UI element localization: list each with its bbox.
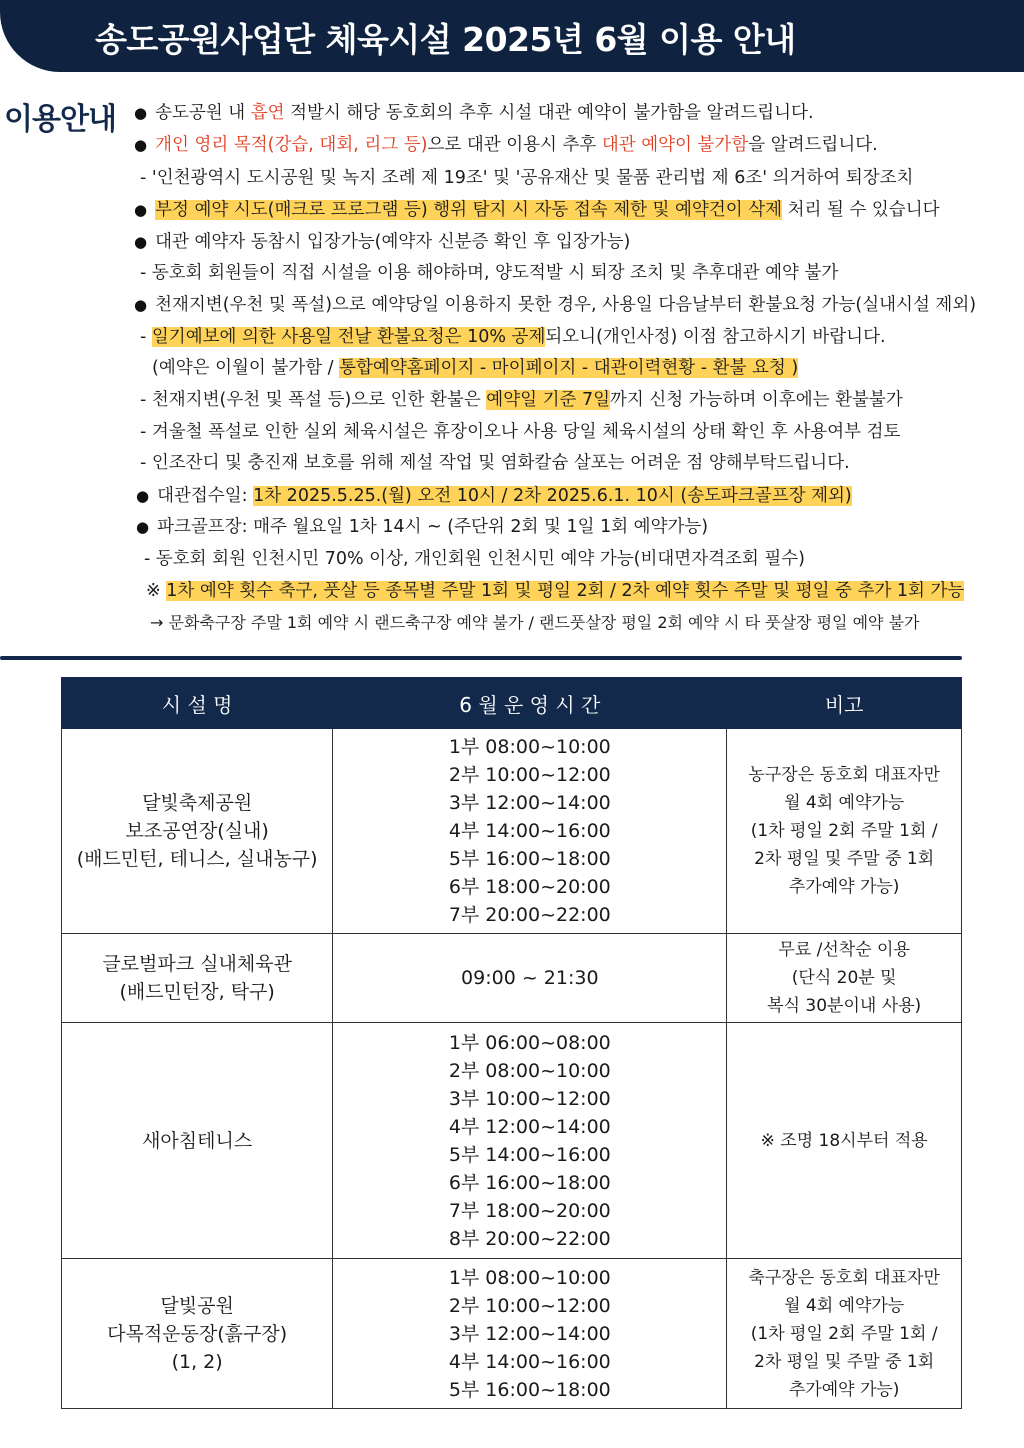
remark-cell: ※ 조명 18시부터 적용	[727, 1023, 962, 1259]
notice-commercial: ● 개인 영리 목적(강습, 대회, 리그 등)으로 대관 이용시 추후 대관 예약이 불가함을 알려드립니다.	[134, 133, 878, 157]
notice-entry: ● 대관 예약자 동참시 입장가능(예약자 신분증 확인 후 입장가능)	[134, 230, 630, 254]
notice-turf: - 인조잔디 및 충진재 보호를 위해 제설 작업 및 염화칼슘 살포는 어려운 점 양해부탁드립니다.	[140, 453, 850, 473]
table-row	[62, 1023, 962, 1259]
notice-eligibility: - 동호회 회원 인천시민 70% 이상, 개인회원 인천시민 예약 가능(비대면자격조회 필수)	[144, 549, 806, 569]
notice-macro: ● 부정 예약 시도(매크로 프로그램 등) 행위 탐지 시 자동 접속 제한 및 예약건이 삭제 처리 될 수 있습니다	[134, 198, 940, 222]
notice-winter: - 겨울철 폭설로 인한 실외 체육시설은 휴장이오나 사용 당일 체육시설의 상태 확인 후 사용여부 검토	[140, 422, 901, 442]
facility-schedule-table	[61, 677, 962, 1409]
facility-cell: 새아침테니스	[62, 1023, 333, 1259]
remark-cell: 무료 /선착순 이용 (단식 20분 및 복식 30분이내 사용)	[727, 934, 962, 1023]
notice-transfer: - 동호회 회원들이 직접 시설을 이용 해야하며, 양도적발 시 퇴장 조치 및 추후대관 예약 불가	[140, 263, 839, 283]
notice-booking-limits: ※ 1차 예약 횟수 축구, 풋살 등 종목별 주말 1회 및 평일 2회 / 2차 예약 횟수 주말 및 평일 중 추가 1회 가능	[146, 581, 965, 601]
header-remark: 비고	[727, 678, 962, 729]
header-hours: 6 월 운 영 시 간	[333, 678, 727, 729]
notice-reservation-dates: ● 대관접수일: 1차 2025.5.25.(월) 오전 10시 / 2차 2025.6.1. 10시 (송도파크골프장 제외)	[136, 484, 852, 508]
remark-cell: 농구장은 동호회 대표자만 월 4회 예약가능 (1차 평일 2회 주말 1회 / 2차 평일 및 주말 중 1회 추가예약 가능)	[727, 729, 962, 934]
header-facility: 시 설 명	[62, 678, 333, 729]
notice-refund-deduction: - 일기예보에 의한 사용일 전날 환불요청은 10% 공제되오니(개인사정) 이점 참고하시기 바랍니다.	[140, 327, 886, 347]
table-header-row	[62, 678, 962, 729]
hours-cell: 1부 08:00~10:00 2부 10:00~12:00 3부 12:00~14:00 4부 14:00~16:00 5부 16:00~18:00 6부 18:00~20:00 7부 20:00~22:00	[333, 729, 727, 934]
title-banner	[0, 0, 1024, 72]
facility-cell: 달빛축제공원 보조공연장(실내) (배드민턴, 테니스, 실내농구)	[62, 729, 333, 934]
table-row	[62, 934, 962, 1023]
hours-cell: 1부 08:00~10:00 2부 10:00~12:00 3부 12:00~14:00 4부 14:00~16:00 5부 16:00~18:00	[333, 1259, 727, 1409]
notice-ordinance: - '인천광역시 도시공원 및 녹지 조례 제 19조' 및 '공유재산 및 물품 관리법 제 6조' 의거하여 퇴장조치	[140, 168, 914, 188]
notice-weather: ● 천재지변(우천 및 폭설)으로 예약당일 이용하지 못한 경우, 사용일 다음날부터 환불요청 가능(실내시설 제외)	[134, 293, 976, 317]
section-label: 이용안내	[4, 102, 116, 137]
notice-refund-deadline: - 천재지변(우천 및 폭설 등)으로 인한 환불은 예약일 기준 7일까지 신청 가능하며 이후에는 환불불가	[140, 390, 903, 410]
hours-cell: 09:00 ~ 21:30	[333, 934, 727, 1023]
table-row	[62, 729, 962, 934]
notice-field-restriction: → 문화축구장 주말 1회 예약 시 랜드축구장 예약 불가 / 랜드풋살장 평일 2회 예약 시 타 풋살장 평일 예약 불가	[150, 613, 920, 632]
notice-smoking: ● 송도공원 내 흡연 적발시 해당 동호회의 추후 시설 대관 예약이 불가함을 알려드립니다.	[134, 101, 814, 125]
hours-cell: 1부 06:00~08:00 2부 08:00~10:00 3부 10:00~12:00 4부 12:00~14:00 5부 14:00~16:00 6부 16:00~18:00 7부 18:00~20:00 8부 20:00~22:00	[333, 1023, 727, 1259]
facility-cell: 글로벌파크 실내체육관 (배드민턴장, 탁구)	[62, 934, 333, 1023]
facility-cell: 달빛공원 다목적운동장(흙구장) (1, 2)	[62, 1259, 333, 1409]
remark-cell: 축구장은 동호회 대표자만 월 4회 예약가능 (1차 평일 2회 주말 1회 / 2차 평일 및 주말 중 1회 추가예약 가능)	[727, 1259, 962, 1409]
page-title: 송도공원사업단 체육시설 2025년 6월 이용 안내	[95, 20, 796, 59]
table-row	[62, 1259, 962, 1409]
notice-parkgolf: ● 파크골프장: 매주 월요일 1차 14시 ~ (주단위 2회 및 1일 1회 예약가능)	[136, 515, 708, 539]
section-divider	[0, 656, 962, 660]
notice-refund-path: (예약은 이월이 불가함 / 통합예약홈페이지 - 마이페이지 - 대관이력현황 - 환불 요청 )	[152, 358, 799, 378]
